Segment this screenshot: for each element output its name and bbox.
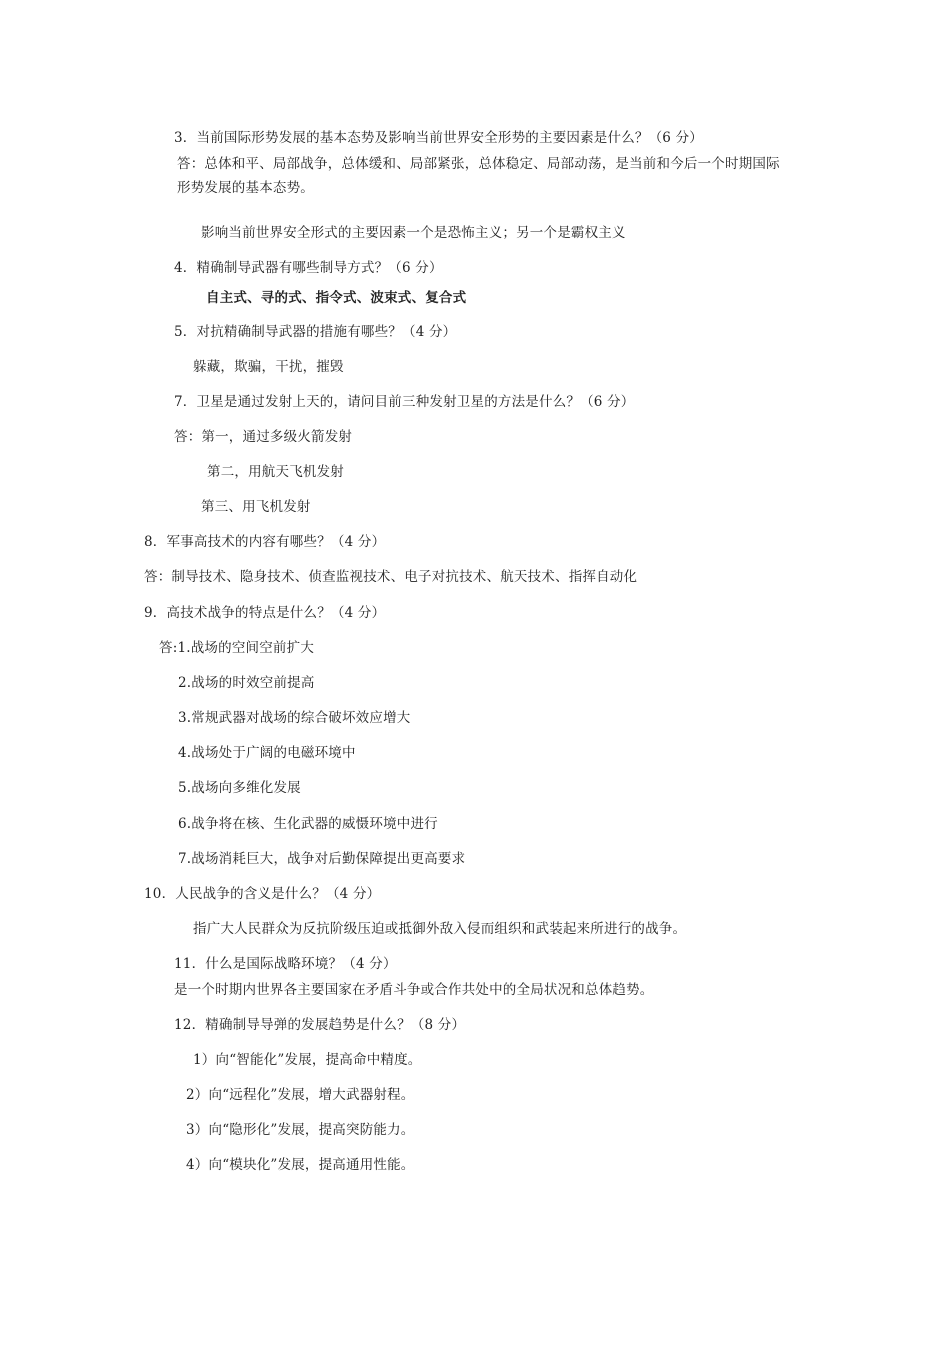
answer-12-item: 2）向“远程化”发展，增大武器射程。: [186, 1087, 415, 1103]
answer-9-item: 7.战场消耗巨大，战争对后勤保障提出更高要求: [178, 851, 466, 867]
answer-7-line-3: 第三、用飞机发射: [201, 499, 311, 515]
question-8: 8．军事高技术的内容有哪些？（4 分）: [144, 534, 386, 550]
question-12: 12．精确制导导弹的发展趋势是什么？（8 分）: [174, 1017, 466, 1033]
question-7: 7．卫星是通过发射上天的，请问目前三种发射卫星的方法是什么？（6 分）: [174, 394, 635, 410]
answer-12-item: 4）向“模块化”发展，提高通用性能。: [186, 1157, 415, 1173]
question-4: 4．精确制导武器有哪些制导方式？（6 分）: [174, 260, 443, 276]
answer-12-item: 1）向“智能化”发展，提高命中精度。: [193, 1052, 422, 1068]
answer-9-item: 6.战争将在核、生化武器的威慑环境中进行: [178, 816, 438, 832]
question-9: 9．高技术战争的特点是什么？（4 分）: [144, 605, 386, 621]
answer-9-item: 3.常规武器对战场的综合破坏效应增大: [178, 710, 411, 726]
answer-5: 躲藏，欺骗，干扰，摧毁: [193, 359, 344, 375]
answer-9-item: 5.战场向多维化发展: [178, 780, 301, 796]
question-5: 5．对抗精确制导武器的措施有哪些？（4 分）: [174, 324, 457, 340]
answer-3-line-1: 答：总体和平、局部战争，总体缓和、局部紧张，总体稳定、局部动荡，是当前和今后一个时期国际: [177, 156, 780, 172]
answer-3-line-2: 形势发展的基本态势。: [177, 180, 314, 196]
answer-10: 指广大人民群众为反抗阶级压迫或抵御外敌入侵而组织和武装起来所进行的战争。: [193, 921, 687, 937]
answer-11: 是一个时期内世界各主要国家在矛盾斗争或合作共处中的全局状况和总体趋势。: [174, 982, 654, 998]
answer-9-item: 2.战场的时效空前提高: [178, 675, 315, 691]
answer-7-line-1: 答：第一，通过多级火箭发射: [174, 429, 353, 445]
question-10: 10．人民战争的含义是什么？（4 分）: [144, 886, 381, 902]
answer-12-item: 3）向“隐形化”发展，提高突防能力。: [186, 1122, 415, 1138]
question-11: 11．什么是国际战略环境？（4 分）: [174, 956, 397, 972]
answer-7-line-2: 第二，用航天飞机发射: [207, 464, 344, 480]
answer-4: 自主式、寻的式、指令式、波束式、复合式: [206, 290, 467, 306]
question-3: 3．当前国际形势发展的基本态势及影响当前世界安全形势的主要因素是什么？（6 分）: [174, 130, 703, 146]
answer-3-line-3: 影响当前世界安全形式的主要因素一个是恐怖主义；另一个是霸权主义: [201, 225, 626, 241]
answer-9-item: 4.战场处于广阔的电磁环境中: [178, 745, 356, 761]
answer-9-item: 答:1.战场的空间空前扩大: [159, 640, 315, 656]
answer-8: 答：制导技术、隐身技术、侦查监视技术、电子对抗技术、航天技术、指挥自动化: [144, 569, 638, 585]
